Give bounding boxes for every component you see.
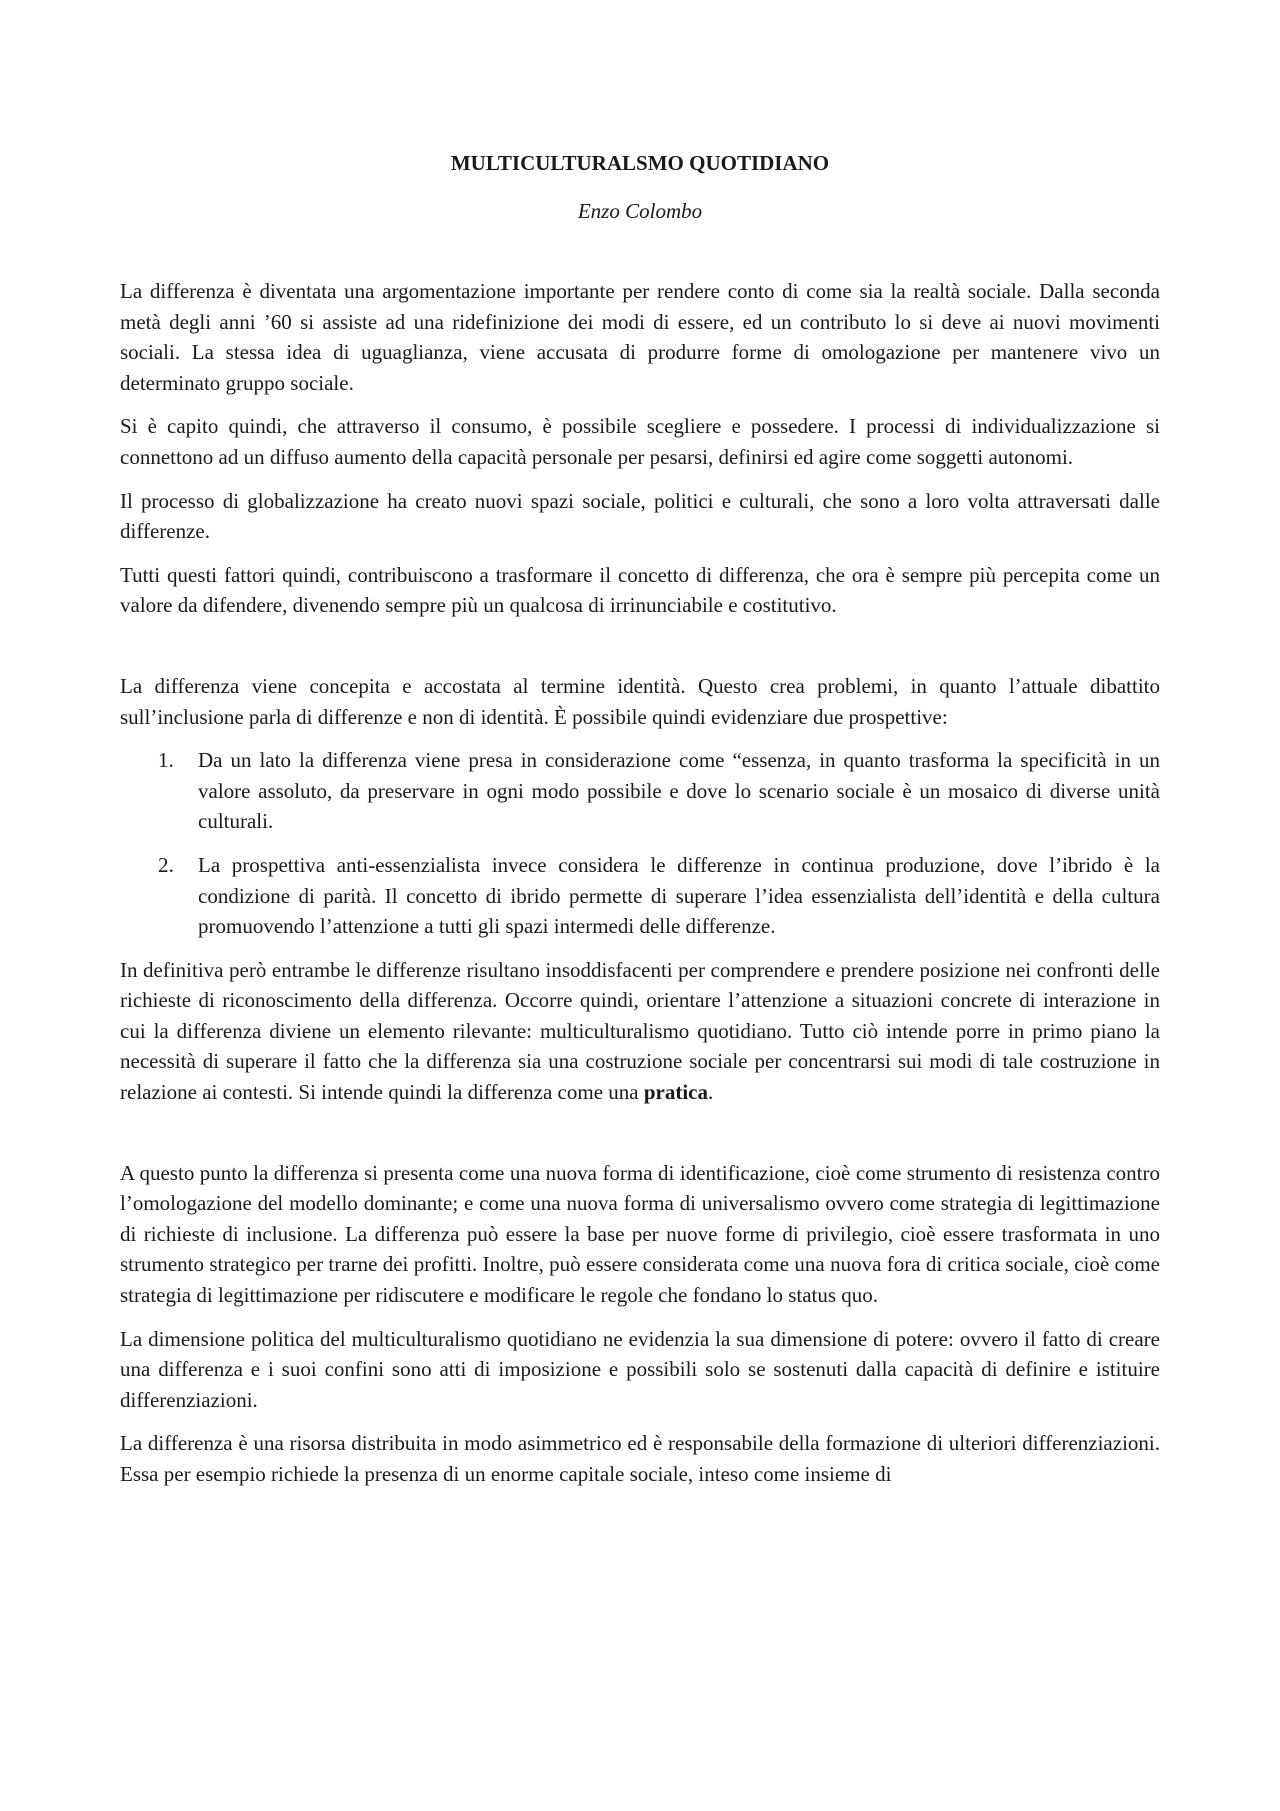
list-item-number: 2. (158, 852, 174, 877)
paragraph-definitiva-end: . (708, 1080, 714, 1105)
bold-term-pratica: pratica (643, 1080, 708, 1105)
paragraph-definitiva-text: In definitiva però entrambe le differenze risultano insoddisfacenti per comprendere e prendere posizione nei confronti delle richieste di riconoscimento della differenza. Occorre quindi, orientare l’attenzione a situazioni concrete di interazione in cui la differenza diviene un elemento rilevante: multiculturalismo quotidiano. Tutto ciò intende porre in primo piano la necessità di superare il fatto che la differenza sia una costruzione sociale per concentrarsi sui modi di tale costruzione in relazione ai contesti. Si intende quindi la differenza come una (120, 957, 1160, 1105)
paragraph-9: La differenza è una risorsa distribuita in modo asimmetrico ed è responsabile della formazione di ulteriori differenziazioni. Essa per esempio richiede la presenza di un enorme capitale sociale, inteso come insieme di (120, 1431, 1160, 1486)
list-item (120, 745, 1160, 837)
paragraph-definitiva (120, 955, 1160, 1108)
list-item-number: 1. (158, 748, 174, 773)
list-item-text: Da un lato la differenza viene presa in considerazione come “essenza, in quanto trasforma la specificità in un valore assoluto, da preservare in ogni modo possibile e dove lo scenario sociale è un mosaico di diverse unità culturali. (198, 748, 1160, 834)
list-item-text: La prospettiva anti-essenzialista invece considera le differenze in continua produzione, dove l’ibrido è la condizione di parità. Il concetto di ibrido permette di superare l’idea essenzialista dell’identità e della cultura promuovendo l’attenzione a tutti gli spazi intermedi delle differenze. (198, 852, 1160, 939)
paragraph-7: A questo punto la differenza si presenta come una nuova forma di identificazione, cioè come strumento di resistenza contro l’omologazione del modello dominante; e come una nuova forma di universalismo ovvero come strategia di legittimazione di richieste di inclusione. La differenza può essere la base per nuove forme di privilegio, cioè essere trasformata in uno strumento strategico per trarne dei profitti. Inoltre, può essere considerata come una nuova fora di critica sociale, cioè come strategia di legittimazione per ridiscutere e modificare le regole che fondano lo status quo. (120, 1160, 1160, 1308)
paragraph-5: La differenza viene concepita e accostata al termine identità. Questo crea problemi, in quanto l’attuale dibattito sull’inclusione parla di differenze e non di identità. È possibile quindi evidenziare due prospettive: (120, 673, 1160, 729)
document-page (120, 148, 1160, 1490)
paragraph-1: La differenza è diventata una argomentazione importante per rendere conto di come sia la realtà sociale. Dalla seconda metà degli anni ’60 si assiste ad una ridefinizione dei modi di essere, ed un contributo lo si deve ai nuovi movimenti sociali. La stessa idea di uguaglianza, viene accusata di produrre forme di omologazione per mantenere vivo un determinato gruppo sociale. (120, 279, 1160, 395)
list-item (120, 850, 1160, 942)
paragraph-2: Si è capito quindi, che attraverso il consumo, è possibile scegliere e possedere. I processi di individualizzazione si connettono ad un diffuso aumento della capacità personale per pesarsi, definirsi ed agire come soggetti autonomi. (120, 414, 1160, 469)
paragraph-3: Il processo di globalizzazione ha creato nuovi spazi sociale, politici e culturali, che sono a loro volta attraversati dalle differenze. (120, 488, 1160, 544)
paragraph-4: Tutti questi fattori quindi, contribuiscono a trasformare il concetto di differenza, che ora è sempre più percepita come un valore da difendere, divenendo sempre più un qualcosa di irrinunciabile e costitutivo. (120, 562, 1160, 618)
document-title: MULTICULTURALSMO QUOTIDIANO (450, 151, 830, 175)
perspectives-list (120, 745, 1160, 942)
document-author: Enzo Colombo (577, 199, 703, 223)
paragraph-8: La dimensione politica del multiculturalismo quotidiano ne evidenzia la sua dimensione di potere: ovvero il fatto di creare una differenza e i suoi confini sono atti di imposizione e possibili solo se sostenuti dalla capacità di definire e istituire differenziazioni. (120, 1326, 1160, 1412)
